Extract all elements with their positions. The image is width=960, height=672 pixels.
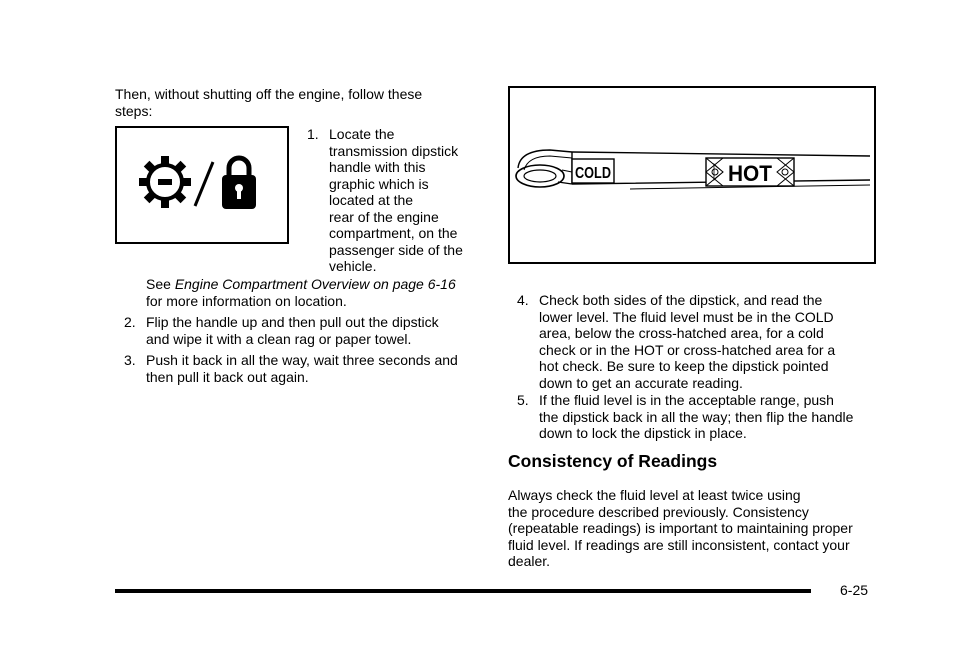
step-number: 4. [517,292,529,308]
step-body [539,292,835,391]
step-body [146,352,458,385]
consistency-paragraph [508,487,888,570]
step-line: Locate the [329,126,395,142]
step-number: 3. [124,352,136,368]
step-line: then pull it back out again. [146,368,309,385]
step-number: 1. [307,126,319,142]
step-line: area, below the cross-hatched area, for a cold [539,325,824,341]
step-line: If the fluid level is in the acceptable range, push [539,392,834,408]
see-prefix: See [146,276,171,292]
step-body [329,126,463,275]
step-body [539,392,853,442]
step-line: Push it back in all the way, wait three seconds and [146,352,458,368]
step-line: rear of the engine [329,208,439,225]
step-body [146,314,439,347]
see-suffix: for more information on location. [146,292,347,309]
see-reference [146,276,496,309]
page-number: 6-25 [840,582,869,598]
step-line: Check both sides of the dipstick, and read the [539,292,823,308]
step-number: 2. [124,314,136,330]
footer-rule [115,589,811,593]
step-line: the dipstick back in all the way; then flip the handle [539,408,854,425]
intro-line: Then, without shutting off the engine, follow these steps: [115,86,423,119]
step-line: compartment, on the [329,225,458,241]
step-line: down to lock the dipstick in place. [539,425,747,441]
hot-zone-marker [706,158,794,186]
section-heading: Consistency of Readings [508,451,718,471]
intro-text [115,86,455,119]
paragraph-line: fluid level. If readings are still inconsistent, contact your [508,536,850,553]
step-line: located at the [329,192,414,208]
paragraph-line: Always check the fluid level at least twice using [508,487,801,503]
step-line: handle with this [329,159,426,175]
step-line: lower level. The fluid level must be in the COLD [539,308,834,325]
step-line: vehicle. [329,258,377,274]
step-line: and wipe it with a clean rag or paper towel. [146,330,412,347]
dipstick-illustration [510,88,874,262]
paragraph-line: the procedure described previously. Consistency [508,503,809,520]
padlock-icon [222,158,256,209]
gear-icon [139,156,191,208]
shift-lock-icon-image [117,128,287,242]
cross-reference-link[interactable]: Engine Compartment Overview on page 6-16 [174,276,456,292]
step-line: check or in the HOT or cross-hatched area for a [539,341,836,358]
step-line: passenger side of the [329,241,463,258]
step-line: graphic which is [329,175,429,192]
paragraph-line: (repeatable readings) is important to maintaining proper [508,520,853,536]
dipstick-figure [508,86,876,264]
step-number: 5. [517,392,529,408]
step-line: transmission dipstick [329,142,459,159]
slash-icon [195,162,213,206]
cold-zone-marker [572,159,614,183]
step-line: down to get an accurate reading. [539,374,743,391]
cold-label: COLD [575,165,611,182]
shift-lock-graphic [115,126,289,244]
paragraph-line: dealer. [508,553,551,569]
dipstick-handle-icon [516,150,572,187]
step-line: hot check. Be sure to keep the dipstick pointed [539,358,829,374]
step-line: Flip the handle up and then pull out the dipstick [146,314,439,330]
hot-label: HOT [728,161,773,186]
